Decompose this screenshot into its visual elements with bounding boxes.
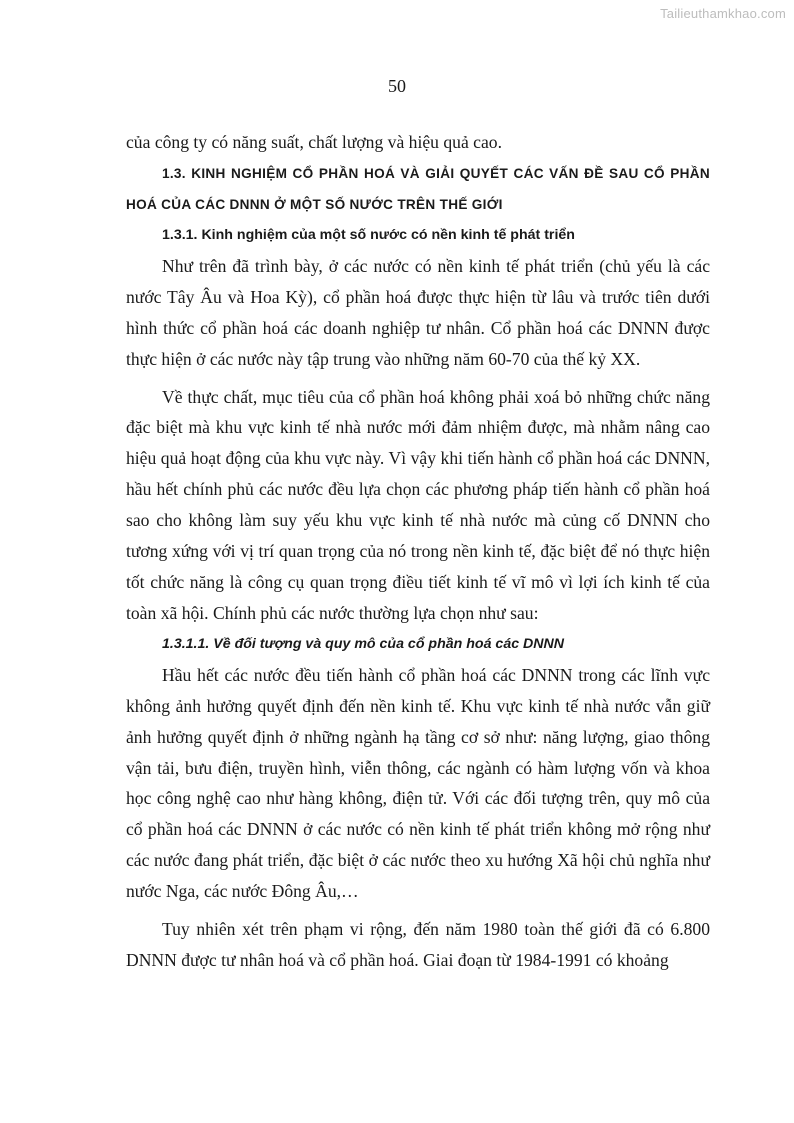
paragraph: Như trên đã trình bày, ở các nước có nền kinh tế phát triển (chủ yếu là các nước Tây Âu và Hoa Kỳ), cổ phần hoá được thực hiện từ lâu và trước tiên dưới hình thức cổ phần hoá các doanh nghiệp tư nhân. Cổ phần hoá các DNNN được thực hiện ở các nước này tập trung vào những năm 60-70 của thế kỷ XX. xyxy=(126,255,710,369)
subsection-heading: 1.3.1. Kinh nghiệm của một số nước có nền kinh tế phát triển xyxy=(162,226,575,243)
paragraph: Tuy nhiên xét trên phạm vi rộng, đến năm 1980 toàn thế giới đã có 6.800 DNNN được tư nhân hoá và cổ phần hoá. Giai đoạn từ 1984-1991 có khoảng xyxy=(126,919,710,970)
watermark: Tailieuthamkhao.com xyxy=(660,6,786,21)
page-number: 50 xyxy=(388,76,406,96)
document-body xyxy=(126,127,710,976)
paragraph: Hầu hết các nước đều tiến hành cổ phần hoá các DNNN trong các lĩnh vực không ảnh hưởng quyết định đến nền kinh tế. Khu vực kinh tế nhà nước vẫn giữ ảnh hưởng quyết định ở những ngành hạ tầng cơ sở như: năng lượng, giao thông vận tải, bưu điện, truyền hình, viễn thông, các ngành có hàm lượng vốn và khoa học công nghệ cao như hàng không, điện tử. Với các đối tượng trên, quy mô của cổ phần hoá các DNNN ở các nước có nền kinh tế phát triển không mở rộng như các nước đang phát triển, đặc biệt ở các nước theo xu hướng Xã hội chủ nghĩa như nước Nga, các nước Đông Âu,… xyxy=(126,664,710,902)
paragraph: Về thực chất, mục tiêu của cổ phần hoá không phải xoá bỏ những chức năng đặc biệt mà khu vực kinh tế nhà nước mới đảm nhiệm được, mà nhằm nâng cao hiệu quả hoạt động của khu vực này. Vì vậy khi tiến hành cổ phần hoá các DNNN, hầu hết chính phủ các nước đều lựa chọn các phương pháp tiến hành cổ phần hoá sao cho không làm suy yếu khu vực kinh tế nhà nước mà củng cố DNNN cho tương xứng với vị trí quan trọng của nó trong nền kinh tế, đặc biệt để nó thực hiện tốt chức năng là công cụ quan trọng điều tiết kinh tế vĩ mô vì lợi ích kinh tế của toàn xã hội. Chính phủ các nước thường lựa chọn như sau: xyxy=(126,386,710,623)
section-heading: 1.3. KINH NGHIỆM CỔ PHẦN HOÁ VÀ GIẢI QUYẾT CÁC VẤN ĐỀ SAU CỔ PHẦN HOÁ CỦA CÁC DNNN Ở MỘT SỐ NƯỚC TRÊN THẾ GIỚI xyxy=(126,165,710,212)
subsubsection-heading: 1.3.1.1. Về đối tượng và quy mô của cổ phần hoá các DNNN xyxy=(162,635,565,652)
paragraph-continuation: của công ty có năng suất, chất lượng và hiệu quả cao. xyxy=(126,132,502,152)
